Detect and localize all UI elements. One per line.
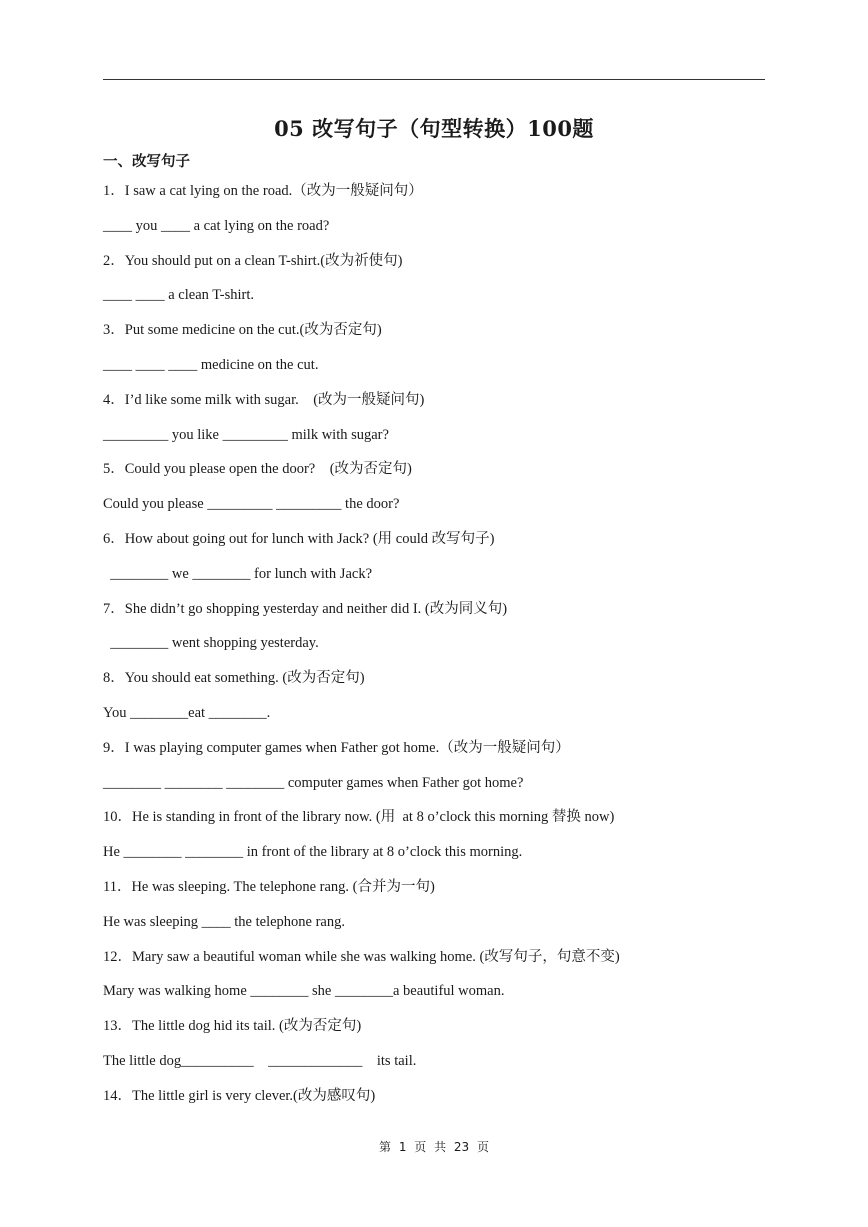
question-10-prompt: 10．He is standing in front of the library now. (用 at 8 o’clock this morning 替换 now) <box>103 809 615 826</box>
header-rule <box>103 79 765 80</box>
question-13-answer: The little dog__________ _____________ its tail. <box>103 1052 417 1069</box>
question-4-answer: _________ you like _________ milk with sugar? <box>103 426 389 443</box>
question-2-prompt: 2．You should put on a clean T-shirt.(改为祈使句) <box>103 252 403 269</box>
question-9-prompt: 9．I was playing computer games when Father got home.（改为一般疑问句） <box>103 739 570 756</box>
question-11-prompt: 11．He was sleeping. The telephone rang. (合并为一句) <box>103 878 435 895</box>
question-6-answer: ________ we ________ for lunch with Jack? <box>103 565 373 582</box>
question-8-prompt: 8．You should eat something. (改为否定句) <box>103 670 365 687</box>
question-7-answer: ________ went shopping yesterday. <box>103 635 319 652</box>
question-5-answer: Could you please _________ _________ the door? <box>103 496 400 513</box>
question-3-answer: ____ ____ ____ medicine on the cut. <box>103 356 319 373</box>
question-4-prompt: 4．I’d like some milk with sugar. (改为一般疑问句) <box>103 391 425 408</box>
question-9-answer: ________ ________ ________ computer games when Father got home? <box>103 774 524 791</box>
question-list <box>103 178 783 1118</box>
page-number-footer: 第 1 页 共 23 页 <box>379 1140 489 1154</box>
section-heading: 一、改写句子 <box>103 154 190 170</box>
question-12-prompt: 12．Mary saw a beautiful woman while she was walking home. (改写句子，句意不变) <box>103 948 620 965</box>
question-11-answer: He was sleeping ____ the telephone rang. <box>103 913 345 930</box>
question-6-prompt: 6．How about going out for lunch with Jack? (用 could 改写句子) <box>103 530 495 547</box>
document-title: 05 改写句子（句型转换）100题 <box>274 116 594 141</box>
question-13-prompt: 13．The little dog hid its tail. (改为否定句) <box>103 1018 362 1035</box>
question-1-answer: ____ you ____ a cat lying on the road? <box>103 217 330 234</box>
question-8-answer: You ________eat ________. <box>103 704 271 721</box>
question-3-prompt: 3．Put some medicine on the cut.(改为否定句) <box>103 322 382 339</box>
question-5-prompt: 5．Could you please open the door? (改为否定句) <box>103 461 412 478</box>
question-10-answer: He ________ ________ in front of the library at 8 o’clock this morning. <box>103 844 523 861</box>
question-2-answer: ____ ____ a clean T-shirt. <box>103 287 255 304</box>
question-1-prompt: 1．I saw a cat lying on the road.（改为一般疑问句） <box>103 183 423 199</box>
question-14-prompt: 14．The little girl is very clever.(改为感叹句) <box>103 1087 376 1104</box>
question-7-prompt: 7．She didn’t go shopping yesterday and neither did I. (改为同义句) <box>103 600 508 617</box>
question-12-answer: Mary was walking home ________ she ________a beautiful woman. <box>103 983 505 1000</box>
